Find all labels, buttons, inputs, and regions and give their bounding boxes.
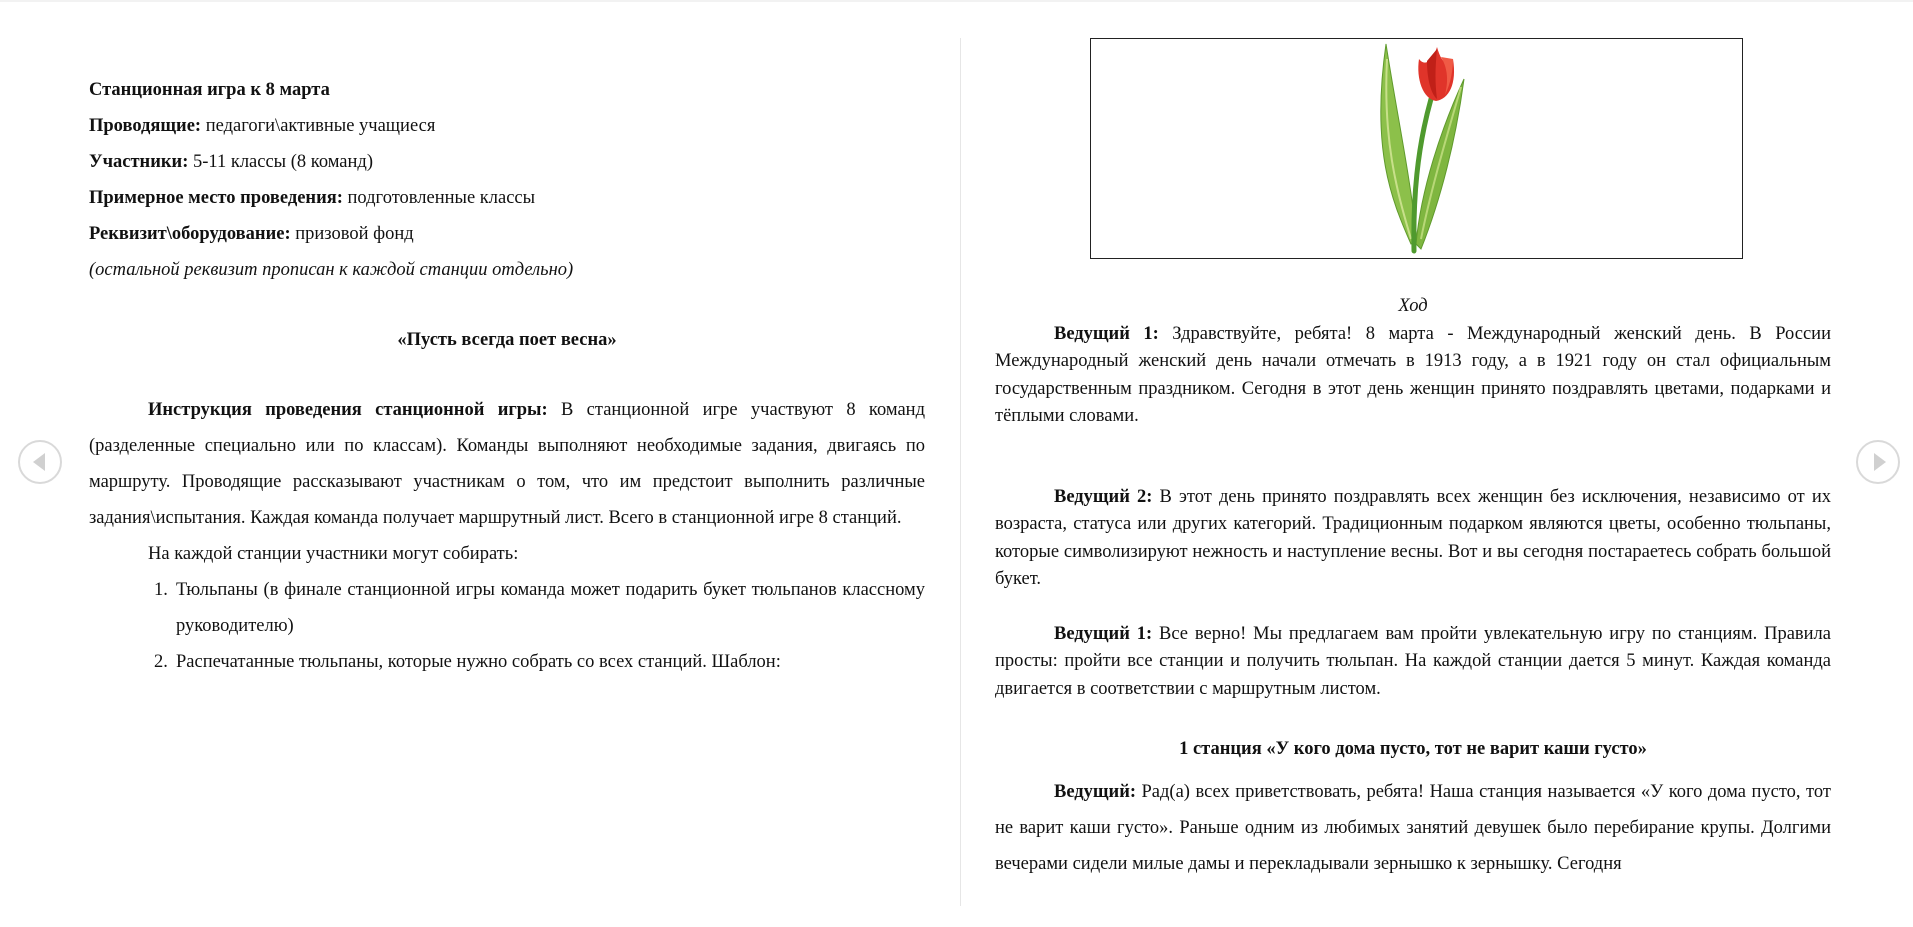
speaker-label: Ведущий 1: [1054, 623, 1153, 644]
right-page [995, 38, 1831, 882]
section-heading-hod: Ход [1398, 296, 1428, 316]
place-label: Примерное место проведения: [89, 188, 343, 208]
top-border [0, 0, 1913, 2]
speaker-label: Ведущий 2: [1054, 486, 1153, 507]
game-title: «Пусть всегда поет весна» [397, 330, 617, 350]
chevron-right-icon [1874, 453, 1886, 471]
next-page-button[interactable] [1856, 440, 1900, 484]
props-value: призовой фонд [290, 224, 414, 244]
props-label: Реквизит\оборудование: [89, 224, 291, 244]
place-line [89, 180, 925, 216]
tulip-icon [1361, 39, 1471, 260]
participants-label: Участники: [89, 152, 189, 172]
instruction-label: Инструкция проведения станционной игры: [148, 400, 548, 420]
page-divider [960, 38, 961, 906]
participants-value: 5-11 классы (8 команд) [188, 152, 373, 172]
list-item-number: 2. [154, 652, 168, 672]
list-item-text: Тюльпаны (в финале станционной игры команда может подарить букет тюльпанов классному руководителю) [176, 580, 925, 636]
collect-list [89, 572, 925, 680]
props-note: (остальной реквизит прописан к каждой станции отдельно) [89, 260, 574, 280]
document-title: Станционная игра к 8 марта [89, 80, 330, 100]
collect-intro: На каждой станции участники могут собирать: [148, 544, 519, 564]
chevron-left-icon [33, 453, 45, 471]
speaker-text: Все верно! Мы предлагаем вам пройти увлекательную игру по станциям. Правила просты: пройти все станции и получить тюльпан. На каждой станции дается 5 минут. Каждая команда двигается в соответствии с маршрутным листом. [995, 623, 1831, 699]
speaker-label: Ведущий 1: [1054, 323, 1159, 344]
speaker-text: Здравствуйте, ребята! 8 марта - Международный женский день. В России Международный женский день начали отмечать в 1913 году, а в 1921 году он стал официальным государственным праздником. Сегодня в этот день женщин принято поздравлять цветами, подарками и тёплыми словами. [995, 323, 1831, 426]
host1-paragraph-2 [995, 621, 1831, 704]
participants-line [89, 144, 925, 180]
speaker-label: Ведущий: [1054, 781, 1137, 802]
list-item [89, 572, 925, 644]
hosts-value: педагоги\активные учащиеся [201, 116, 436, 136]
instruction-text: В станционной игре участвуют 8 команд (разделенные специально или по классам). Команды выполняют необходимые задания, двигаясь по маршруту. Проводящие рассказывают участникам о том, что им предстоит выполнить различные задания\испытания. Каждая команда получает маршрутный лист. Всего в станционной игре 8 станций. [89, 400, 925, 528]
hosts-line [89, 108, 925, 144]
prev-page-button[interactable] [18, 440, 62, 484]
props-line [89, 216, 925, 252]
station-1-host-paragraph [995, 774, 1831, 882]
hosts-label: Проводящие: [89, 116, 202, 136]
list-item [89, 644, 925, 680]
instruction-paragraph [89, 392, 925, 536]
host1-paragraph-1 [995, 321, 1831, 431]
speaker-text: Рад(а) всех приветствовать, ребята! Наша станция называется «У кого дома пусто, тот не варит каши густо». Раньше одним из любимых занятий девушек было перебирание крупы. Долгими вечерами сидели милые дамы и перекладывали зернышко к зернышку. Сегодня [995, 781, 1831, 874]
host2-paragraph [995, 484, 1831, 594]
list-item-text: Распечатанные тюльпаны, которые нужно собрать со всех станций. Шаблон: [176, 652, 781, 672]
speaker-text: В этот день принято поздравлять всех женщин без исключения, независимо от их возраста, статуса или других категорий. Традиционным подарком являются цветы, особенно тюльпаны, которые символизируют нежность и наступление весны. Вот и вы сегодня постараетесь собрать большой букет. [995, 486, 1831, 589]
left-page [89, 72, 925, 680]
tulip-image-frame [1090, 38, 1743, 259]
place-value: подготовленные классы [342, 188, 536, 208]
station-1-title: 1 станция «У кого дома пусто, тот не варит каши густо» [1179, 739, 1647, 759]
list-item-number: 1. [154, 580, 168, 600]
